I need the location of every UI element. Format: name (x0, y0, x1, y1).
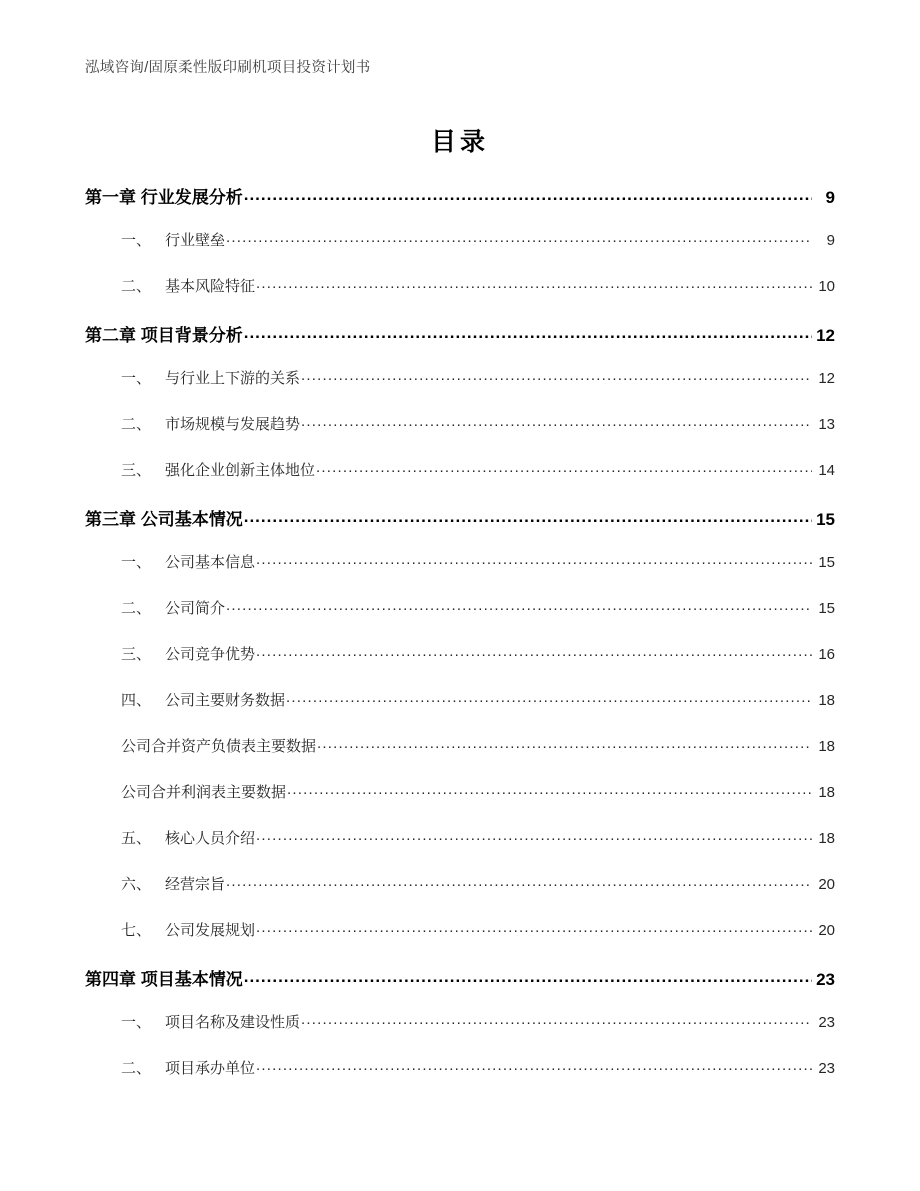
toc-page-number: 18 (818, 692, 835, 709)
toc-entry[interactable] (85, 551, 835, 597)
toc-entry-label (121, 919, 255, 940)
toc-entry-number: 一、 (121, 1014, 152, 1031)
toc-entry-label (121, 1011, 300, 1032)
toc-leader-dots (244, 507, 812, 527)
toc-entry-title: 行业发展分析 (140, 188, 243, 207)
toc-entry[interactable] (85, 781, 835, 827)
toc-leader-dots (226, 597, 812, 614)
toc-entry[interactable] (85, 827, 835, 873)
toc-leader-dots (301, 1011, 812, 1028)
toc-entry[interactable] (85, 643, 835, 689)
toc-entry-label (121, 597, 225, 618)
toc-page-number: 15 (818, 554, 835, 571)
toc-page-number: 14 (818, 462, 835, 479)
toc-entry[interactable] (85, 505, 835, 551)
toc-leader-dots (287, 781, 812, 798)
toc-entry-title: 公司发展规划 (165, 922, 256, 939)
toc-entry-title: 行业壁垒 (165, 232, 226, 249)
toc-entry-number: 三、 (121, 462, 152, 479)
toc-entry[interactable] (85, 183, 835, 229)
toc-entry-title: 项目名称及建设性质 (165, 1014, 301, 1031)
toc-entry-title: 项目承办单位 (165, 1060, 256, 1077)
toc-entry-label (121, 827, 255, 848)
toc-entry[interactable] (85, 735, 835, 781)
toc-entry-title: 经营宗旨 (165, 876, 226, 893)
toc-entry-number: 二、 (121, 600, 152, 617)
toc-leader-dots (301, 367, 812, 384)
toc-leader-dots (286, 689, 812, 706)
toc-entry[interactable] (85, 597, 835, 643)
toc-entry-title: 公司主要财务数据 (165, 692, 286, 709)
toc-entry-label (121, 551, 255, 572)
toc-leader-dots (301, 413, 812, 430)
toc-entry-label (121, 275, 255, 296)
toc-page-number: 15 (816, 510, 835, 529)
toc-page-number: 20 (818, 876, 835, 893)
toc-page-number: 12 (816, 326, 835, 345)
toc-entry-title: 公司合并利润表主要数据 (121, 784, 287, 801)
toc-leader-dots (226, 873, 812, 890)
toc-page-number: 16 (818, 646, 835, 663)
toc-leader-dots (256, 1057, 812, 1074)
toc-entry-number: 二、 (121, 1060, 152, 1077)
toc-entry[interactable] (85, 275, 835, 321)
toc-entry-title: 公司竞争优势 (165, 646, 256, 663)
toc-entry-title: 市场规模与发展趋势 (165, 416, 301, 433)
toc-entry[interactable] (85, 459, 835, 505)
toc-leader-dots (256, 275, 812, 292)
toc-entry-number: 七、 (121, 922, 152, 939)
toc-entry-label (121, 735, 316, 756)
toc-leader-dots (256, 919, 812, 936)
toc-entry[interactable] (85, 321, 835, 367)
toc-entry-number: 第一章 (85, 188, 136, 207)
toc-entry-number: 第四章 (85, 970, 136, 989)
toc-entry-number: 三、 (121, 646, 152, 663)
toc-leader-dots (244, 967, 812, 987)
toc-entry-number: 五、 (121, 830, 152, 847)
toc-entry-title: 公司简介 (165, 600, 226, 617)
toc-entry-label (121, 781, 286, 802)
page-header: 泓域咨询/固原柔性版印刷机项目投资计划书 (85, 60, 371, 76)
toc-entry-number: 一、 (121, 370, 152, 387)
toc-entry-number: 一、 (121, 232, 152, 249)
toc-entry-label (121, 413, 300, 434)
toc-page-number: 10 (818, 278, 835, 295)
table-of-contents (85, 183, 835, 1103)
toc-entry-label (121, 873, 225, 894)
toc-entry[interactable] (85, 873, 835, 919)
toc-leader-dots (226, 229, 812, 246)
toc-page-number: 9 (826, 232, 835, 249)
toc-entry[interactable] (85, 965, 835, 1011)
toc-entry-number: 六、 (121, 876, 152, 893)
toc-page-number: 20 (818, 922, 835, 939)
toc-page-number: 23 (818, 1014, 835, 1031)
toc-entry[interactable] (85, 1057, 835, 1103)
toc-entry-label (121, 643, 255, 664)
toc-page-number: 18 (818, 738, 835, 755)
toc-entry[interactable] (85, 229, 835, 275)
toc-entry-label (121, 1057, 255, 1078)
toc-page-number: 23 (818, 1060, 835, 1077)
toc-leader-dots (256, 827, 812, 844)
toc-page-number: 9 (825, 188, 835, 207)
toc-entry-label (85, 321, 243, 346)
toc-entry-label (121, 689, 285, 710)
toc-entry-number: 二、 (121, 416, 152, 433)
toc-entry-title: 基本风险特征 (165, 278, 256, 295)
toc-entry-title: 公司基本信息 (165, 554, 256, 571)
toc-entry-label (121, 229, 225, 250)
toc-entry-label (121, 367, 300, 388)
toc-leader-dots (244, 185, 812, 205)
toc-entry-number: 二、 (121, 278, 152, 295)
toc-page-number: 12 (818, 370, 835, 387)
toc-entry-title: 核心人员介绍 (165, 830, 256, 847)
toc-entry[interactable] (85, 367, 835, 413)
toc-leader-dots (256, 551, 812, 568)
toc-entry-number: 第二章 (85, 326, 136, 345)
toc-entry-label (121, 459, 315, 480)
toc-entry-title: 项目背景分析 (140, 326, 243, 345)
toc-entry-title: 项目基本情况 (140, 970, 243, 989)
toc-entry[interactable] (85, 413, 835, 459)
toc-entry-title: 公司合并资产负债表主要数据 (121, 738, 317, 755)
toc-page-number: 18 (818, 830, 835, 847)
toc-entry-label (85, 183, 243, 208)
toc-entry-label (85, 965, 243, 990)
toc-entry-label (85, 505, 243, 530)
toc-entry[interactable] (85, 689, 835, 735)
toc-entry-number: 四、 (121, 692, 152, 709)
toc-page-number: 23 (816, 970, 835, 989)
toc-entry-number: 第三章 (85, 510, 136, 529)
toc-entry-title: 与行业上下游的关系 (165, 370, 301, 387)
toc-leader-dots (316, 459, 812, 476)
toc-entry[interactable] (85, 919, 835, 965)
toc-entry[interactable] (85, 1011, 835, 1057)
page-title: 目录 (430, 128, 489, 156)
toc-entry-title: 公司基本情况 (140, 510, 243, 529)
toc-page-number: 18 (818, 784, 835, 801)
toc-entry-number: 一、 (121, 554, 152, 571)
toc-leader-dots (317, 735, 812, 752)
toc-page-number: 15 (818, 600, 835, 617)
toc-leader-dots (244, 323, 812, 343)
toc-page-number: 13 (818, 416, 835, 433)
toc-entry-title: 强化企业创新主体地位 (165, 462, 316, 479)
toc-leader-dots (256, 643, 812, 660)
